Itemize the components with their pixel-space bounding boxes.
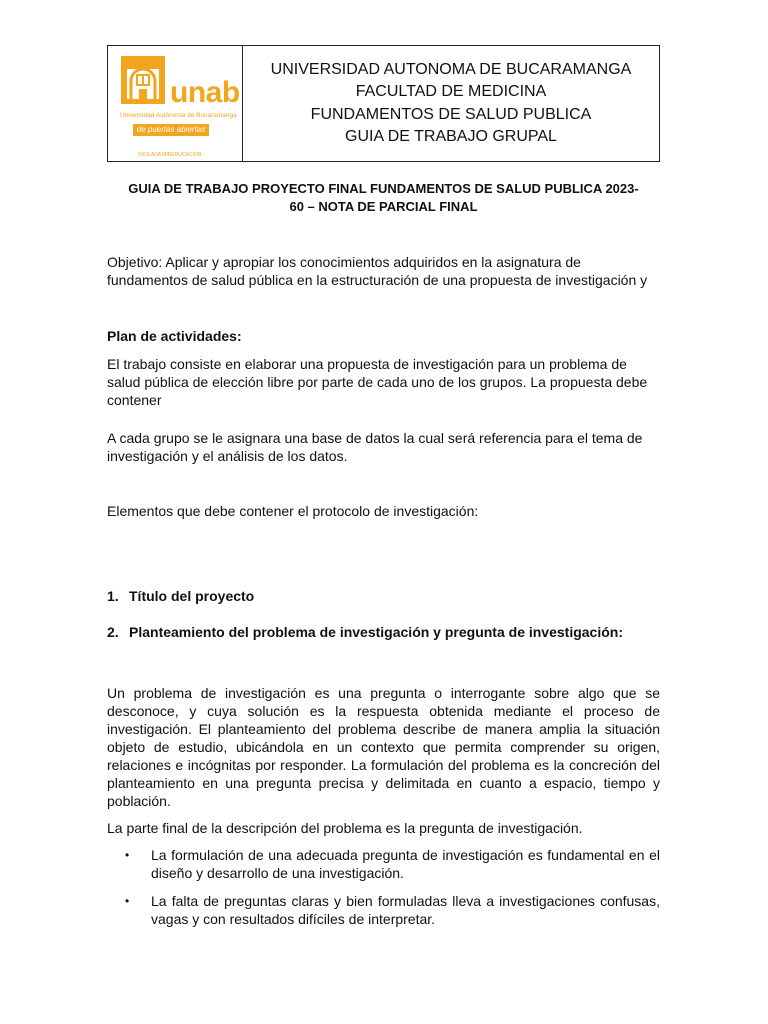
elements-intro: Elementos que debe contener el protocolo de investigación: (107, 503, 479, 519)
bullet-item (125, 846, 660, 882)
database-paragraph: A cada grupo se le asignara una base de datos la cual será referencia para el tema de investigación y el análisis de los datos. (107, 430, 643, 464)
logo-wordmark: unab (170, 76, 240, 109)
list-item-label: Planteamiento del problema de investigación y pregunta de investigación: (129, 624, 623, 640)
building-logo-icon (120, 55, 166, 105)
list-item-number: 2. (107, 624, 119, 640)
document-title (107, 180, 660, 216)
document-header (107, 45, 660, 162)
list-item-label: Título del proyecto (129, 588, 255, 604)
plan-heading: Plan de actividades: (107, 328, 242, 344)
list-item-number: 1. (107, 588, 119, 604)
header-title-block (243, 46, 659, 161)
header-line-faculty: FACULTAD DE MEDICINA (355, 83, 547, 100)
bullet-icon: • (125, 848, 130, 862)
list-item-title (107, 587, 667, 605)
bullet-text: La falta de preguntas claras y bien formuladas lleva a investigaciones confusas, vagas y con resultados difíciles de interpretar. (151, 893, 660, 927)
logo-accreditation: VIGILADA MINEDUCACIÓN (138, 152, 202, 158)
header-line-course: FUNDAMENTOS DE SALUD PUBLICA (310, 105, 592, 123)
university-logo (108, 46, 243, 161)
plan-paragraph: El trabajo consiste en elaborar una propuesta de investigación para un problema de salud pública de elección libre por parte de cada uno de los grupos. La propuesta debe contener (107, 356, 648, 408)
header-line-guide: GUIA DE TRABAJO GRUPAL (345, 128, 557, 145)
list-item-problem (107, 623, 667, 641)
document-title-line2: 60 – NOTA DE PARCIAL FINAL (289, 199, 478, 214)
document-title-line1: GUIA DE TRABAJO PROYECTO FINAL FUNDAMENTOS DE SALUD PUBLICA 2023- (128, 181, 639, 196)
bullet-item (125, 892, 660, 928)
bullet-text: La formulación de una adecuada pregunta de investigación es fundamental en el diseño y desarrollo de una investigación. (151, 847, 660, 881)
logo-motto: de puertas abiertas (133, 124, 209, 136)
header-line-university: UNIVERSIDAD AUTONOMA DE BUCARAMANGA (270, 60, 632, 78)
logo-university-name: Universidad Autónoma de Bucaramanga (120, 112, 237, 119)
final-part-paragraph: La parte final de la descripción del problema es la pregunta de investigación. (107, 820, 583, 836)
bullet-icon: • (125, 894, 130, 908)
objective-paragraph: Objetivo: Aplicar y apropiar los conocimientos adquiridos en la asignatura de fundamentos de salud pública en la estructuración de una propuesta de investigación y (107, 254, 648, 288)
problem-paragraph: Un problema de investigación es una pregunta o interrogante sobre algo que se desconoce, y cuya solución es la respuesta obtenida mediante el proceso de investigación. El planteamiento del problema describe de manera amplia la situación objeto de estudio, ubicándola en un contexto que permita comprender su origen, relaciones e incógnitas por responder. La formulación del problema es la concreción del planteamiento en una pregunta precisa y delimitada en cuanto a espacio, tiempo y población. (107, 685, 660, 809)
